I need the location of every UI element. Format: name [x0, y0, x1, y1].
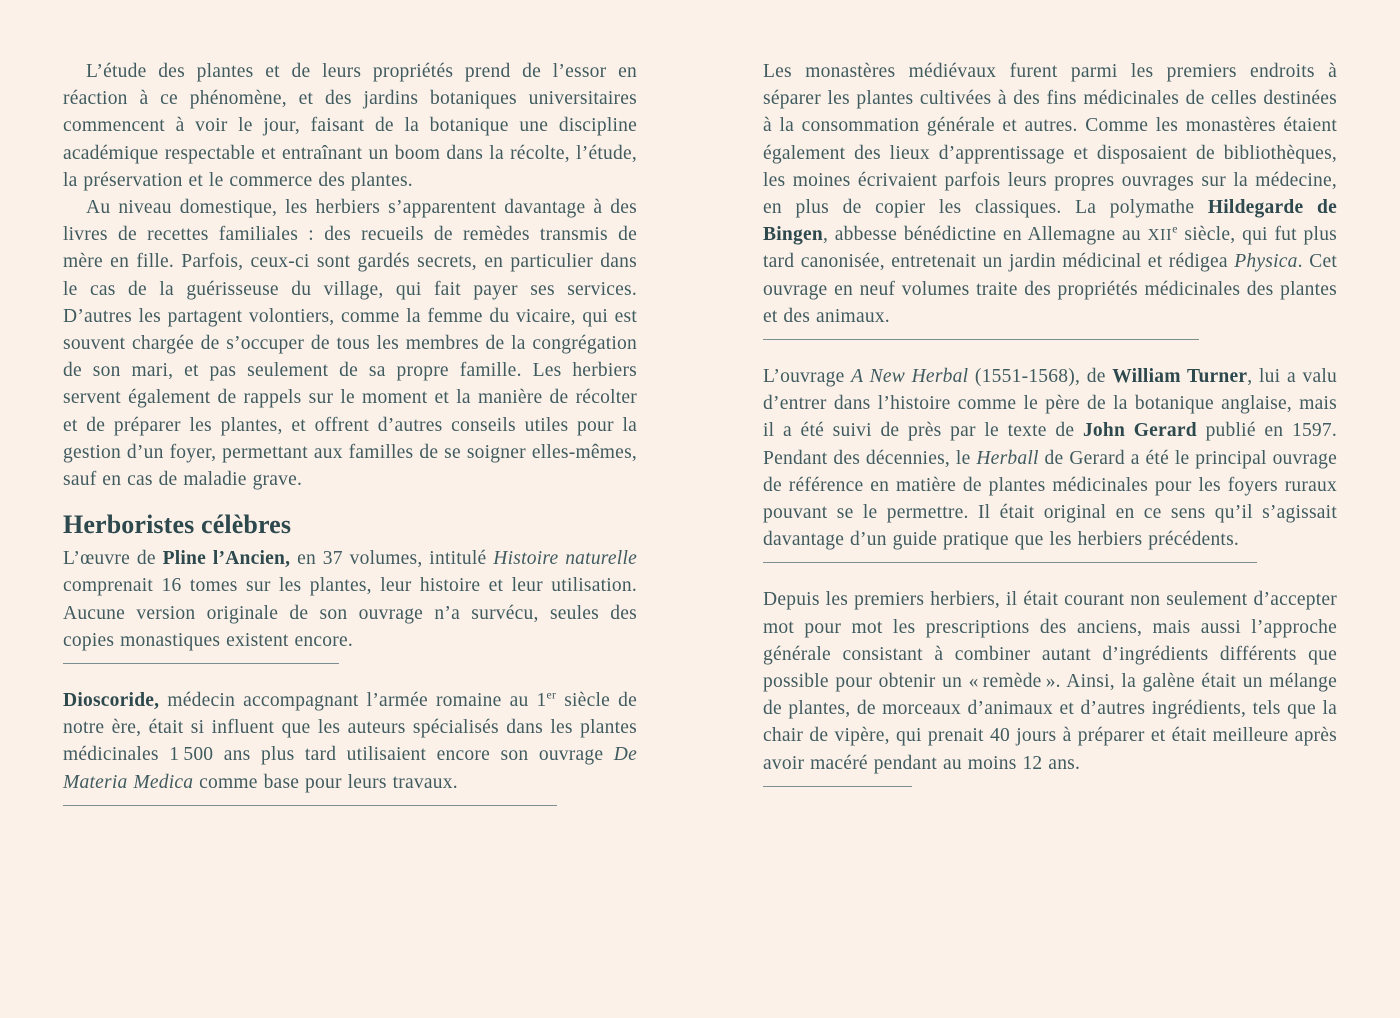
- text-segment: A New Herbal: [851, 366, 969, 388]
- separator-rule: [63, 663, 339, 664]
- text-segment: L’étude des plantes et de leurs propriétés prend de l’essor en réaction à ce phénomène, et des jardins botaniques universitaires commencent à voir le jour, faisant de la botanique une discipline académique respectable et entraînant un boom dans la récolte, l’étude, la préservation et le commerce des plantes.: [63, 61, 637, 191]
- entry-text: [763, 586, 1337, 776]
- text-segment: Au niveau domestique, les herbiers s’apparentent davantage à des livres de recettes familiales : des recueils de remèdes transmis de mère en fille. Parfois, ceux-ci sont gardés secrets, en particulier dans le cas de la guérisseuse du village, qui fait payer ses services. D’autres les partagent volontiers, comme la femme du vicaire, qui est souvent chargée de s’occuper de tous les membres de la congrégation de son mari, et pas seulement de sa propre famille. Les herbiers servent également de rappels sur le moment et la manière de récolter et de préparer les plantes, et offrent d’autres conseils utiles pour la gestion d’un foyer, permettant aux familles de se soigner elles-mêmes, sauf en cas de maladie grave.: [63, 197, 637, 491]
- section-heading: Herboristes célèbres: [63, 510, 292, 540]
- herbalist-entry: [763, 586, 1337, 786]
- text-segment: De Materia Medica: [63, 744, 637, 793]
- text-segment: Pline l’Ancien,: [162, 548, 291, 570]
- paragraph: [63, 194, 637, 493]
- separator-rule: [763, 562, 1257, 563]
- text-segment: de Gerard a été le principal ouvrage de référence en matière de plantes médicinales pour les foyers ruraux pouvant se le permettre. Il était original en ce sens qu’il s’agissait davantage d’un guide pratique que les herbiers précédents.: [763, 447, 1338, 551]
- text-segment: Depuis les premiers herbiers, il était courant non seulement d’accepter mot pour mot les prescriptions des anciens, mais aussi l’approche générale consistant à combiner autant d’ingrédients différents que possible pour obtenir un « remède ». Ainsi, la galène était un mélange de plantes, de morceaux d’animaux et d’autres ingrédients, tels que la chair de vipère, qui prenait 40 jours à préparer et était meilleure après avoir macéré pendant au moins 12 ans.: [763, 589, 1337, 774]
- entry-text: [763, 363, 1337, 553]
- herbalist-entry: [763, 58, 1337, 340]
- entry-text: [63, 545, 637, 654]
- text-segment: XII: [1147, 225, 1173, 245]
- text-segment: Dioscoride,: [63, 690, 160, 712]
- text-segment: en 37 volumes, intitulé: [290, 548, 494, 570]
- text-segment: William Turner: [1112, 366, 1248, 388]
- left-column: [63, 58, 637, 1018]
- text-segment: John Gerard: [1082, 420, 1197, 442]
- text-segment: . Cet ouvrage en neuf volumes traite des propriétés médicinales des plantes et des animaux.: [763, 251, 1338, 327]
- text-segment: médecin accompagnant l’armée romaine au 1: [159, 690, 547, 712]
- text-segment: Hildegarde de Bingen: [763, 197, 1337, 246]
- text-segment: Histoire naturelle: [493, 548, 637, 570]
- herbalist-entry: [63, 545, 637, 664]
- text-segment: L’ouvrage: [763, 366, 852, 388]
- entry-text: [763, 58, 1337, 330]
- text-segment: e: [1172, 222, 1178, 236]
- separator-rule: [763, 339, 1199, 340]
- separator-rule: [763, 786, 912, 787]
- text-segment: , abbesse bénédictine en Allemagne au: [822, 224, 1148, 246]
- separator-rule: [63, 805, 557, 806]
- text-segment: er: [546, 688, 557, 702]
- entry-text: [63, 687, 637, 796]
- text-segment: Herball: [976, 447, 1039, 469]
- text-segment: siècle de notre ère, était si influent que les auteurs spécialisés dans les plantes médicinales 1 500 ans plus tard utilisaient encore son ouvrage: [63, 690, 637, 766]
- paragraph: [63, 58, 637, 194]
- herbalist-entry: [63, 687, 637, 806]
- text-segment: comme base pour leurs travaux.: [193, 771, 458, 793]
- text-segment: Les monastères médiévaux furent parmi les premiers endroits à séparer les plantes cultivées à des fins médicinales de celles destinées à la consommation générale et autres. Comme les monastères étaient également des lieux d’apprentissage et disposaient de bibliothèques, les moines écrivaient parfois leurs propres ouvrages sur la médecine, en plus de copier les classiques. La polymathe: [763, 61, 1337, 219]
- herbalist-entry: [763, 363, 1337, 563]
- right-column: [763, 58, 1337, 1018]
- text-segment: comprenait 16 tomes sur les plantes, leur histoire et leur utilisation. Aucune version originale de son ouvrage n’a survécu, seules des copies monastiques existent encore.: [63, 575, 637, 651]
- text-segment: Physica: [1234, 251, 1298, 273]
- text-segment: publié en 1597. Pendant des décennies, le: [763, 420, 1338, 469]
- text-segment: (1551-1568), de: [968, 366, 1113, 388]
- text-segment: , lui a valu d’entrer dans l’histoire comme le père de la botanique anglaise, mais il a été suivi de près par le texte de: [763, 366, 1337, 442]
- text-segment: siècle, qui fut plus tard canonisée, entretenait un jardin médicinal et rédigea: [763, 224, 1337, 273]
- text-segment: L’œuvre de: [63, 548, 163, 570]
